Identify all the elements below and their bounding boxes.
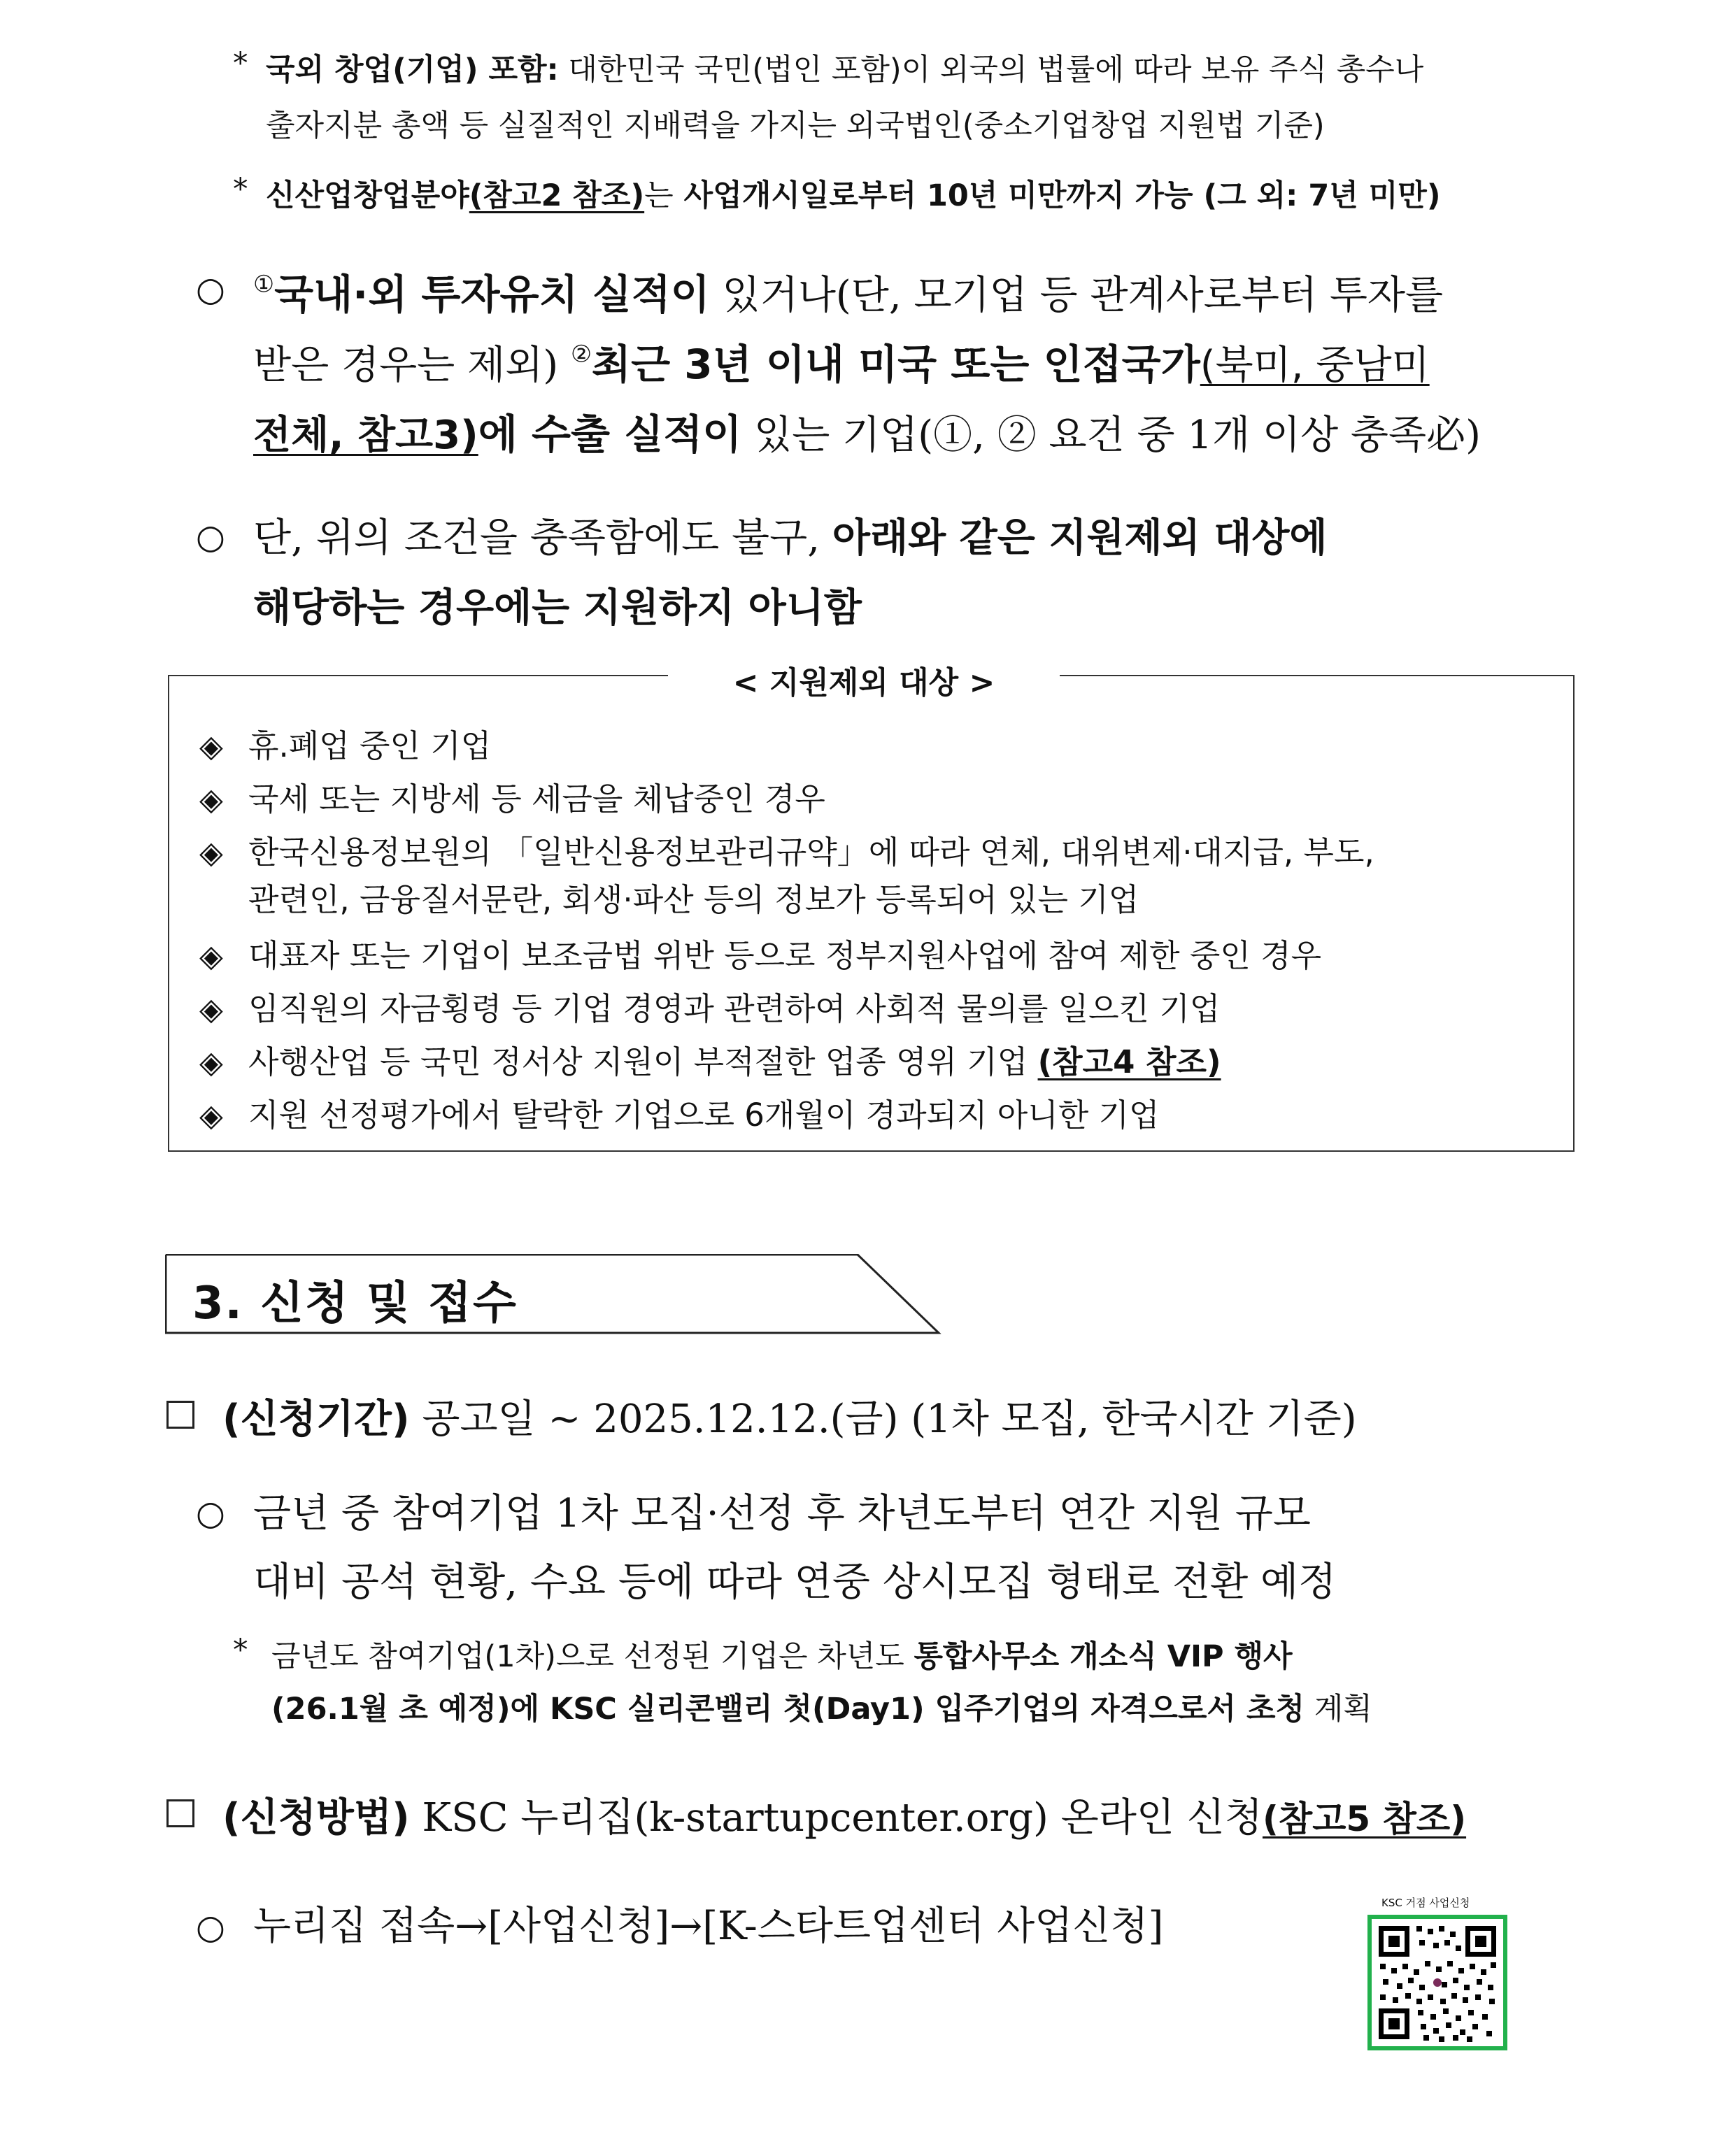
cond-requirement: 있는 기업(①, ② 요건 중 1개 이상 충족必) xyxy=(754,413,1481,458)
exclusion-intro-line1 xyxy=(253,507,1328,563)
exclusion-item-continuation: 관련인, 금융질서문란, 회생·파산 등의 정보가 등록되어 있는 기업 xyxy=(248,881,1139,918)
cond-export-performance: 에 수출 실적이 xyxy=(478,411,742,458)
period-sub-line1: 금년 중 참여기업 1차 모집·선정 후 차년도부터 연간 지원 규모 xyxy=(253,1491,1311,1536)
period-note-plan: 계획 xyxy=(1314,1692,1372,1727)
method-text: KSC 누리집(k-startupcenter.org) 온라인 신청 xyxy=(422,1795,1263,1841)
exclusion-item xyxy=(199,983,1220,1029)
method-line xyxy=(222,1787,1466,1843)
circle-bullet: ○ xyxy=(196,270,225,309)
cond-investment: 국내·외 투자유치 실적이 xyxy=(274,271,710,318)
period-label: (신청기간) xyxy=(222,1397,410,1442)
checkbox-square-icon xyxy=(166,1401,194,1429)
method-ref: (참고5 참조) xyxy=(1262,1799,1467,1839)
note-new-industry-ref: (참고2 참조) xyxy=(469,178,645,213)
note-foreign-startup-line1 xyxy=(266,46,1551,89)
exclusion-item xyxy=(199,1090,1159,1135)
note-foreign-startup-label: 국외 창업(기업) 포함: xyxy=(266,52,559,87)
note-foreign-startup-text: 대한민국 국민(법인 포함)이 외국의 법률에 따라 보유 주식 총수나 xyxy=(568,52,1424,87)
diamond-icon: ◈ xyxy=(199,729,223,764)
exclusion-item xyxy=(199,827,1374,872)
diamond-icon: ◈ xyxy=(199,1098,223,1134)
diamond-icon: ◈ xyxy=(199,835,223,871)
exclusion-box-title: < 지원제외 대상 > xyxy=(668,657,1060,702)
note-star: * xyxy=(233,46,248,81)
note-new-industry-particle: 는 xyxy=(644,178,674,213)
period-line xyxy=(222,1388,1357,1444)
period-text: 공고일 ~ 2025.12.12.(금) (1차 모집, 한국시간 기준) xyxy=(422,1397,1357,1442)
cond-region-ref: (북미, 중남미 xyxy=(1200,343,1430,388)
exclusion-item-text: 임직원의 자금횡령 등 기업 경영과 관련하여 사회적 물의를 일으킨 기업 xyxy=(248,990,1221,1027)
qr-caption: KSC 거점 사업신청 xyxy=(1381,1897,1470,1909)
exclusion-item-text: 국세 또는 지방세 등 세금을 체납중인 경우 xyxy=(248,780,825,818)
note-star: * xyxy=(233,1633,248,1668)
cond-marker-2: ② xyxy=(570,340,592,368)
cond-investment-rest: 있거나(단, 모기업 등 관계사로부터 투자를 xyxy=(722,273,1444,318)
diamond-icon: ◈ xyxy=(199,782,223,818)
period-note-vip: 통합사무소 개소식 VIP 행사 xyxy=(914,1639,1293,1674)
condition-line1 xyxy=(253,262,1443,320)
exclusion-item xyxy=(199,930,1321,976)
circle-bullet: ○ xyxy=(196,1494,225,1533)
period-sub-line2: 대비 공석 현황, 수요 등에 따라 연중 상시모집 형태로 전환 예정 xyxy=(253,1559,1337,1605)
exclusion-item xyxy=(199,720,491,766)
cond-region-ref-cont: 전체, 참고3) xyxy=(253,413,478,458)
circle-bullet: ○ xyxy=(196,1908,225,1947)
exclusion-item-text: 사행산업 등 국민 정서상 지원이 부적절한 업종 영위 기업 xyxy=(248,1043,1028,1080)
exclusion-item-ref: (참고4 참조) xyxy=(1037,1043,1221,1080)
exclusion-intro-b: 아래와 같은 지원제외 대상에 xyxy=(832,515,1328,561)
exclusion-item-text: 한국신용정보원의 「일반신용정보관리규약」에 따라 연체, 대위변제·대지급, 부도, xyxy=(248,834,1374,871)
exclusion-intro-line2: 해당하는 경우에는 지원하지 아니함 xyxy=(253,585,862,631)
method-label: (신청방법) xyxy=(222,1795,410,1841)
qr-code[interactable] xyxy=(1367,1915,1507,2050)
diamond-icon: ◈ xyxy=(199,992,223,1027)
cond-marker-1: ① xyxy=(253,270,275,298)
condition-line2 xyxy=(253,331,1430,390)
period-note-line2 xyxy=(271,1685,1372,1728)
period-note-a: 금년도 참여기업(1차)으로 선정된 기업은 차년도 xyxy=(271,1639,904,1674)
note-new-industry-period: 사업개시일로부터 10년 미만까지 가능 (그 외: 7년 미만) xyxy=(683,178,1441,213)
method-sub-line: 누리집 접속→[사업신청]→[K-스타트업센터 사업신청] xyxy=(253,1904,1164,1949)
cond-exception: 받은 경우는 제외) xyxy=(253,343,559,388)
diamond-icon: ◈ xyxy=(199,1045,223,1080)
qr-code-icon xyxy=(1372,1919,1503,2046)
note-star: * xyxy=(233,172,248,207)
period-note-line1 xyxy=(271,1633,1293,1676)
note-new-industry xyxy=(266,172,1440,215)
condition-line3 xyxy=(253,401,1481,460)
exclusion-item-text: 휴.폐업 중인 기업 xyxy=(248,727,492,764)
exclusion-item-text: 대표자 또는 기업이 보조금법 위반 등으로 정부지원사업에 참여 제한 중인 경우 xyxy=(248,937,1322,974)
section-title: 3. 신청 및 접수 xyxy=(192,1278,518,1329)
exclusion-item xyxy=(199,1036,1221,1082)
diamond-icon: ◈ xyxy=(199,938,223,974)
note-new-industry-label: 신산업창업분야 xyxy=(266,178,469,213)
checkbox-square-icon xyxy=(166,1799,194,1827)
exclusion-item xyxy=(199,773,825,819)
period-note-invite: (26.1월 초 예정)에 KSC 실리콘밸리 첫(Day1) 입주기업의 자격으로서 초청 xyxy=(271,1692,1305,1727)
exclusion-item-text: 지원 선정평가에서 탈락한 기업으로 6개월이 경과되지 아니한 기업 xyxy=(248,1097,1160,1134)
circle-bullet: ○ xyxy=(196,517,225,557)
exclusion-intro-a: 단, 위의 조건을 충족함에도 불구, xyxy=(253,515,820,561)
cond-export: 최근 3년 이내 미국 또는 인접국가 xyxy=(592,341,1200,388)
note-foreign-startup-line2: 출자지분 총액 등 실질적인 지배력을 가지는 외국법인(중소기업창업 지원법 기준) xyxy=(266,108,1325,143)
